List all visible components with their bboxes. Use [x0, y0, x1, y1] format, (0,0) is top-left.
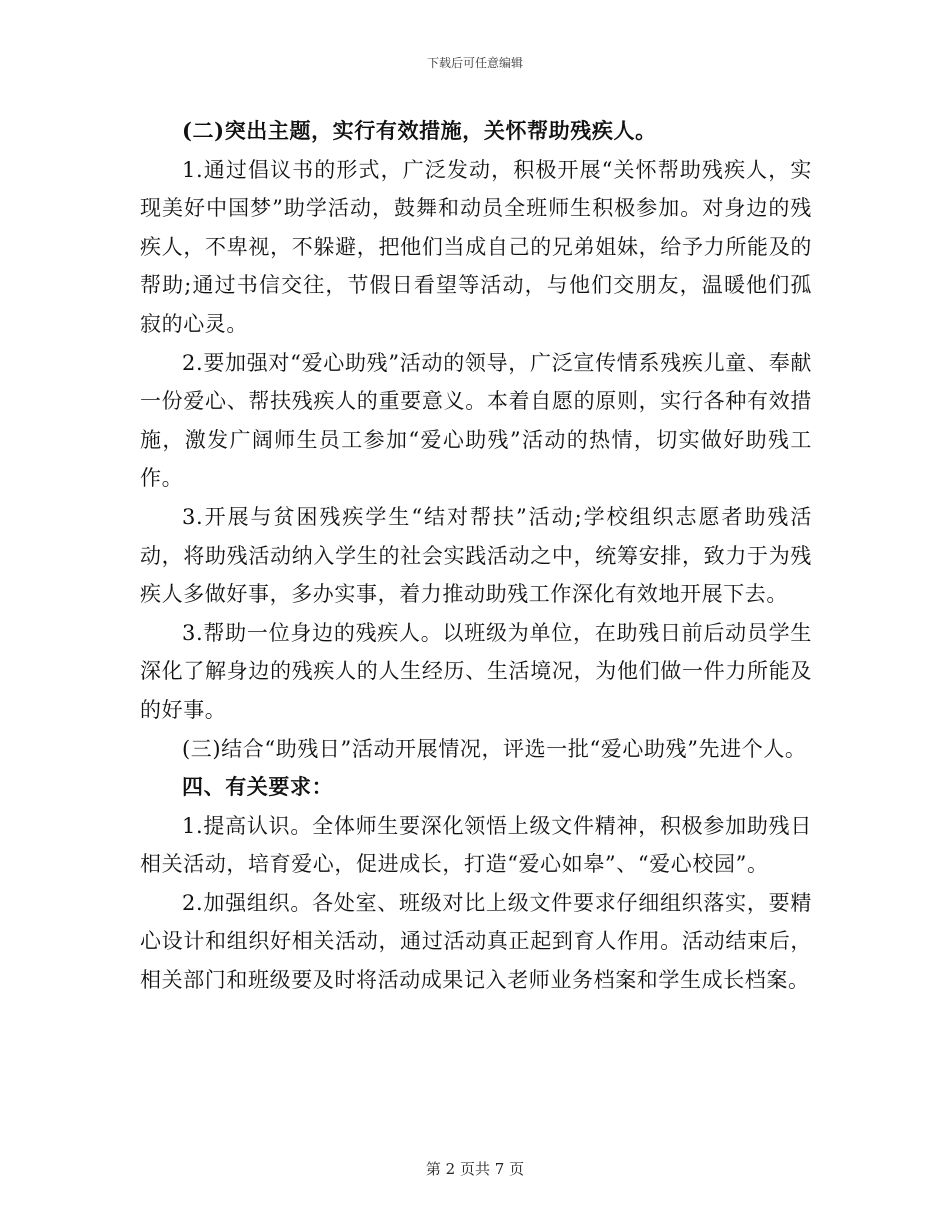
paragraph-item-2: 2.要加强对“爱心助残”活动的领导，广泛宣传情系残疾儿童、奉献一份爱心、帮扶残疾人的重要意义。本着自愿的原则，实行各种有效措施，激发广阔师生员工参加“爱心助残”活动的热情，切实做好助残工作。 — [140, 350, 812, 491]
section-heading-2: (二)突出主题，实行有效措施，关怀帮助残疾人。 — [182, 118, 657, 143]
section-heading-4: 四、有关要求： — [182, 774, 334, 800]
requirement-item-2: 2.加强组织。各处室、班级对比上级文件要求仔细组织落实，要精心设计和组织好相关活动，通过活动真正起到育人作用。活动结束后，相关部门和班级要及时将活动成果记入老师业务档案和学生成长档案。 — [140, 890, 812, 993]
paragraph-item-3a: 3.开展与贫困残疾学生“结对帮扶”活动;学校组织志愿者助残活动，将助残活动纳入学生的社会实践活动之中，统筹安排，致力于为残疾人多做好事，多办实事，着力推动助残工作深化有效地开展下去。 — [140, 504, 812, 607]
page-footer: 第 2 页共 7 页 — [425, 1160, 525, 1178]
document-body — [140, 112, 812, 1000]
section-3-paragraph: (三)结合“助残日”活动开展情况，评选一批“爱心助残”先进个人。 — [182, 736, 807, 761]
paragraph-item-1: 1.通过倡议书的形式，广泛发动，积极开展“关怀帮助残疾人，实现美好中国梦”助学活动，鼓舞和动员全班师生积极参加。对身边的残疾人，不卑视，不躲避，把他们当成自己的兄弟姐妹，给予力所能及的帮助;通过书信交往，节假日看望等活动，与他们交朋友，温暖他们孤寂的心灵。 — [140, 157, 812, 336]
paragraph-item-3b: 3.帮助一位身边的残疾人。以班级为单位，在助残日前后动员学生深化了解身边的残疾人的人生经历、生活境况，为他们做一件力所能及的好事。 — [140, 620, 812, 722]
requirement-item-1: 1.提高认识。全体师生要深化领悟上级文件精神，积极参加助残日相关活动，培育爱心，促进成长，打造“爱心如皋”、“爱心校园”。 — [140, 813, 812, 877]
page-header: 下载后可任意编辑 — [426, 56, 523, 70]
